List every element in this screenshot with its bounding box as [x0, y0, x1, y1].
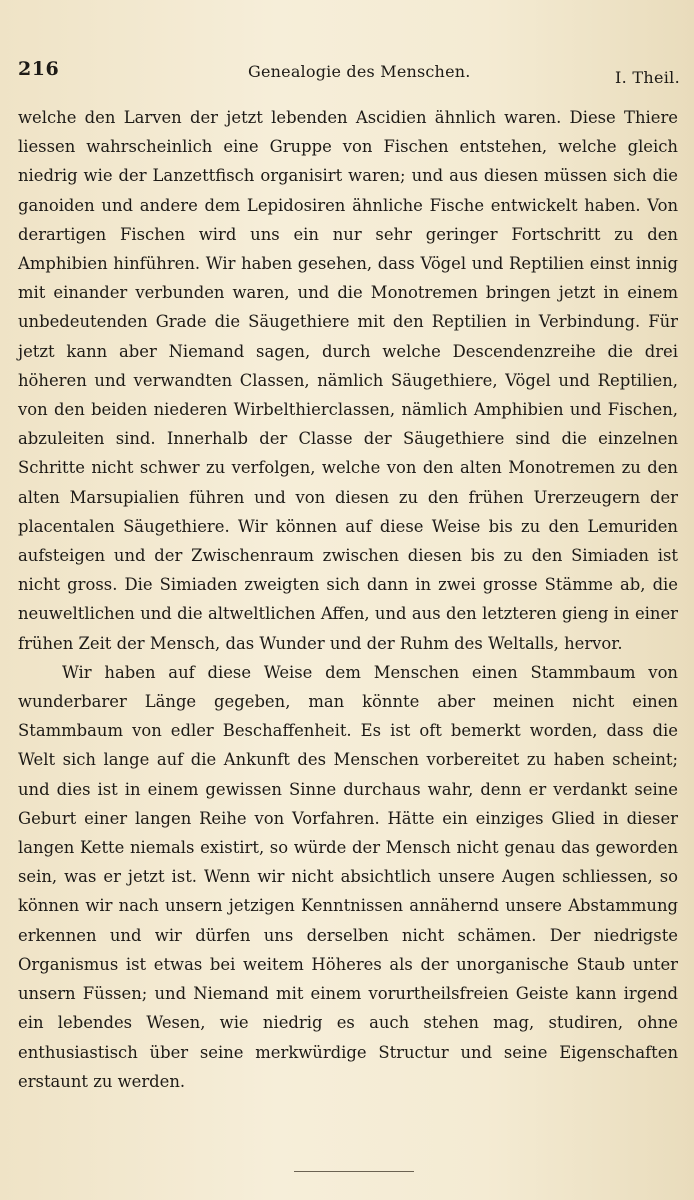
- running-title: Genealogie des Menschen.: [248, 62, 471, 81]
- paragraph-1: welche den Larven der jetzt lebenden Ascidien ähnlich waren. Diese Thiere liessen wahrscheinlich eine Gruppe von Fischen entstehen, welche gleich niedrig wie der Lanzettfisch organisirt waren; und aus diesen müssen sich die ganoiden und andere dem Lepidosiren ähnliche Fische entwickelt haben. Von derartigen Fischen wird uns ein nur sehr geringer Fortschritt zu den Amphibien hinführen. Wir haben gesehen, dass Vögel und Reptilien einst innig mit einander verbunden waren, und die Monotremen bringen jetzt in einem unbedeutenden Grade die Säugethiere mit den Reptilien in Verbindung. Für jetzt kann aber Niemand sagen, durch welche Descendenzreihe die drei höheren und verwandten Classen, nämlich Säugethiere, Vögel und Reptilien, von den beiden niederen Wirbelthierclassen, nämlich Amphibien und Fischen, abzuleiten sind. Innerhalb der Classe der Säugethiere sind die einzelnen Schritte nicht schwer zu verfolgen, welche von den alten Monotremen zu den alten Marsupialien führen und von diesen zu den frühen Urerzeugern der placentalen Säugethiere. Wir können auf diese Weise bis zu den Lemuriden aufsteigen und der Zwischenraum zwischen diesen bis zu den Simiaden ist nicht gross. Die Simiaden zweigten sich dann in zwei grosse Stämme ab, die neuweltlichen und die altweltlichen Affen, und aus den letzteren gieng in einer frühen Zeit der Mensch, das Wunder und der Ruhm des Weltalls, hervor.: [18, 108, 678, 653]
- page-header: [18, 58, 680, 86]
- end-rule: [294, 1171, 414, 1172]
- body-text: [18, 103, 678, 1096]
- paragraph-2: Wir haben auf diese Weise dem Menschen einen Stammbaum von wunderbarer Länge gegeben, man könnte aber meinen nicht einen Stammbaum von edler Beschaffenheit. Es ist oft bemerkt worden, dass die Welt sich lange auf die Ankunft des Menschen vorbereitet zu haben scheint; und dies ist in einem gewissen Sinne durchaus wahr, denn er verdankt seine Geburt einer langen Reihe von Vorfahren. Hätte ein einziges Glied in dieser langen Kette niemals existirt, so würde der Mensch nicht genau das geworden sein, was er jetzt ist. Wenn wir nicht absichtlich unsere Augen schliessen, so können wir nach unsern jetzigen Kenntnissen annähernd unsere Abstammung erkennen und wir dürfen uns derselben nicht schämen. Der niedrigste Organismus ist etwas bei weitem Höheres als der unorganische Staub unter unsern Füssen; und Niemand mit einem vorurtheilsfreien Geiste kann irgend ein lebendes Wesen, wie niedrig es auch stehen mag, studiren, ohne enthusiastisch über seine merkwürdige Structur und seine Eigenschaften erstaunt zu werden.: [18, 662, 678, 1091]
- part-label: I. Theil.: [615, 68, 680, 87]
- page-number: 216: [18, 58, 60, 80]
